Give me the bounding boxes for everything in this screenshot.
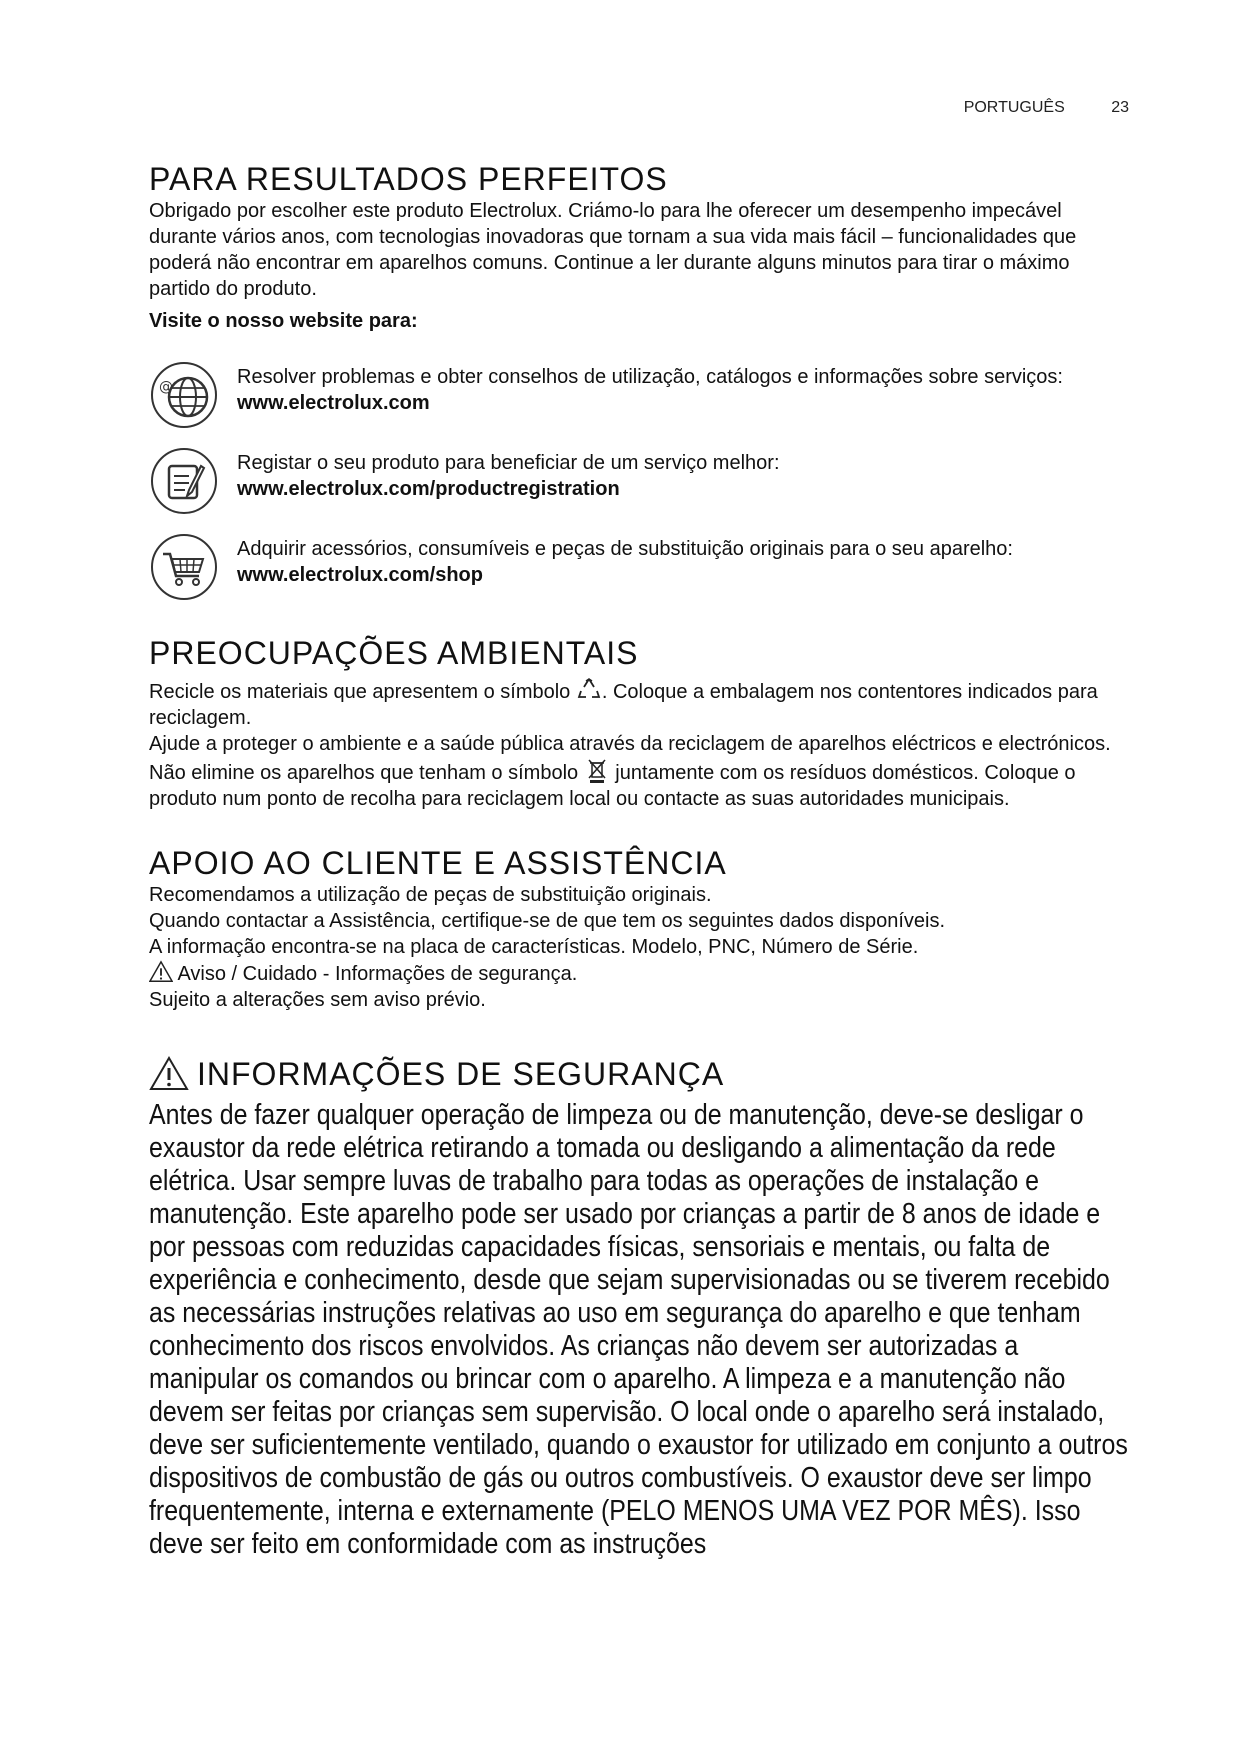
weee-text-after: juntamente com os resíduos domésticos. Coloque o produto num ponto de recolha para reciclagem local ou contacte as suas autoridades municipais.	[149, 762, 1076, 810]
website-links	[149, 358, 1129, 602]
recycle-text-before: Recicle os materiais que apresentem o símbolo	[149, 681, 576, 703]
warning-icon	[149, 960, 173, 984]
intro-paragraph: Obrigado por escolher este produto Electrolux. Criámo-lo para lhe oferecer um desempenho impecável durante vários anos, com tecnologias inovadoras que tornam a sua vida mais fácil – funcionalidades que poderá não encontrar em aparelhos comuns. Continue a ler durante alguns minutos para tirar o máximo partido do produto.	[149, 200, 1077, 300]
recycle-text-after: . Coloque a embalagem nos contentores indicados para reciclagem.	[149, 681, 1098, 729]
link-row-support	[149, 358, 1129, 430]
header-language: PORTUGUÊS	[963, 99, 1065, 116]
link-description-support: Resolver problemas e obter conselhos de utilização, catálogos e informações sobre serviços:	[237, 366, 1063, 388]
link-row-registration	[149, 444, 1129, 516]
recycle-paragraph	[149, 676, 1129, 731]
support-line-2: Quando contactar a Assistência, certifique-se de que tem os seguintes dados disponíveis.	[149, 910, 946, 932]
support-warning-line	[149, 960, 1129, 987]
weee-text-before: Ajude a proteger o ambiente e a saúde pública através da reciclagem de aparelhos eléctricos e electrónicos. Não elimine os aparelhos que tenham o símbolo	[149, 733, 1111, 784]
warning-icon	[149, 1056, 189, 1092]
svg-text:@: @	[159, 379, 173, 395]
section-environment	[149, 634, 1129, 812]
link-url-registration[interactable]: www.electrolux.com/productregistration	[237, 478, 620, 500]
safety-body-text: Antes de fazer qualquer operação de limpeza ou de manutenção, deve-se desligar o exaustor da rede elétrica retirando a tomada ou desligando a alimentação da rede elétrica. Usar sempre luvas de trabalho para todas as operações de instalação e manutenção. Este aparelho pode ser usado por crianças a partir de 8 anos de idade e por pessoas com reduzidas capacidades físicas, sensoriais e mentais, ou falta de experiência e conhecimento, desde que sejam supervisionadas ou se tiverem recebido as necessárias instruções relativas ao uso em segurança do aparelho e que tenham conhecimento dos riscos envolvidos. As crianças não devem ser autorizadas a manipular os comandos ou brincar com o aparelho. A limpeza e a manutenção não devem ser feitas por crianças sem supervisão. O local onde o aparelho será instalado, deve ser suficientemente ventilado, quando o exaustor for utilizado em conjunto a outros dispositivos de combustão de gás ou outros combustíveis. O exaustor deve ser limpo frequentemente, interna e externamente (PELO MENOS UMA VEZ POR MÊS). Isso deve ser feito em conformidade com as instruções	[149, 1099, 1128, 1560]
weee-paragraph	[149, 731, 1129, 812]
link-row-shop	[149, 530, 1129, 602]
link-description-shop: Adquirir acessórios, consumíveis e peças de substituição originais para o seu aparelho:	[237, 538, 1013, 560]
support-line-3: A informação encontra-se na placa de características. Modelo, PNC, Número de Série.	[149, 936, 919, 958]
section-perfect-results	[149, 160, 1129, 602]
section-title-perfect-results: PARA RESULTADOS PERFEITOS	[149, 161, 668, 197]
section-title-environment: PREOCUPAÇÕES AMBIENTAIS	[149, 635, 639, 671]
link-url-support[interactable]: www.electrolux.com	[237, 392, 430, 414]
section-title-safety: INFORMAÇÕES DE SEGURANÇA	[197, 1056, 725, 1092]
support-line-1: Recomendamos a utilização de peças de substituição originais.	[149, 884, 712, 906]
web-globe-icon	[149, 360, 219, 430]
visit-website-label: Visite o nosso website para:	[149, 310, 418, 332]
page-header	[964, 99, 1129, 117]
section-title-customer-support: APOIO AO CLIENTE E ASSISTÊNCIA	[149, 845, 727, 881]
registration-form-icon	[149, 446, 219, 516]
support-last-line: Sujeito a alterações sem aviso prévio.	[149, 989, 486, 1011]
section-safety-information	[149, 1055, 1129, 1561]
page-number: 23	[1111, 99, 1129, 116]
safety-title-row	[149, 1055, 1129, 1093]
link-description-registration: Registar o seu produto para beneficiar de um serviço melhor:	[237, 452, 780, 474]
recycle-icon	[576, 676, 602, 702]
warning-text: Aviso / Cuidado - Informações de segurança.	[177, 963, 578, 985]
section-customer-support	[149, 844, 1129, 1013]
page-content	[149, 160, 1129, 1561]
shopping-cart-icon	[149, 532, 219, 602]
link-url-shop[interactable]: www.electrolux.com/shop	[237, 564, 483, 586]
crossed-bin-icon	[584, 757, 610, 783]
